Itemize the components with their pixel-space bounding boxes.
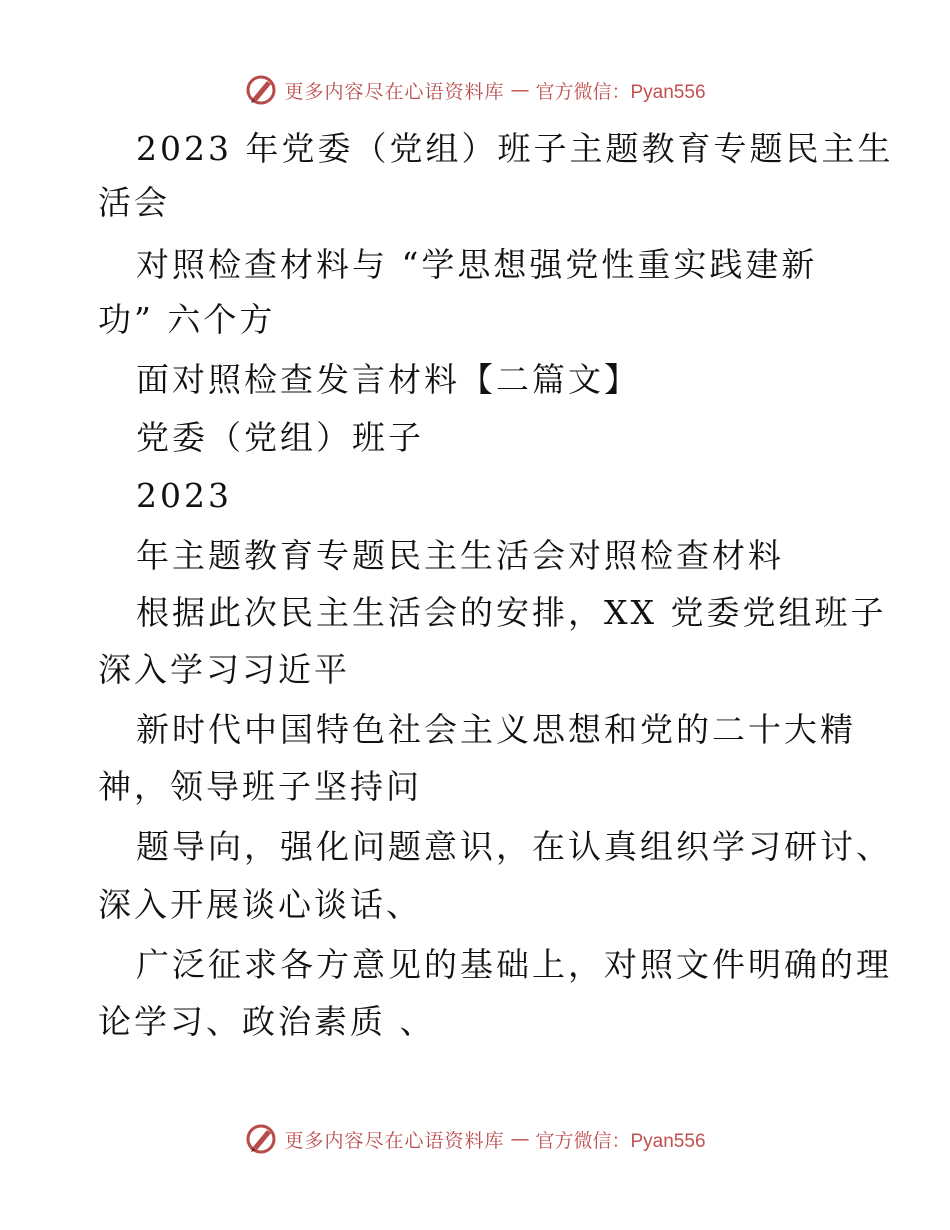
- body-line: 论学习、政治素质 、: [98, 1002, 436, 1041]
- body-line: 新时代中国特色社会主义思想和党的二十大精: [136, 710, 856, 749]
- banner-account: 官方微信：Pyan556: [535, 81, 706, 103]
- body-line: 活会: [98, 183, 170, 222]
- banner-separator: —: [510, 1128, 530, 1150]
- body-line: 根据此次民主生活会的安排，XX 党委党组班子: [136, 593, 887, 632]
- body-line: 广泛征求各方意见的基础上，对照文件明确的理: [136, 945, 892, 984]
- body-line: 党委（党组）班子: [136, 418, 424, 457]
- body-line: 题导向，强化问题意识，在认真组织学习研讨、: [136, 827, 892, 866]
- banner-separator: —: [510, 79, 530, 101]
- body-line: 2023: [136, 476, 232, 515]
- body-line: 神，领导班子坚持问: [98, 767, 422, 806]
- body-line: 深入学习习近平: [98, 650, 350, 689]
- body-line: 面对照检查发言材料【二篇文】: [136, 360, 640, 399]
- pen-logo-icon: [244, 1122, 278, 1156]
- banner-text: 更多内容尽在心语资料库: [284, 1129, 505, 1152]
- banner-text: 更多内容尽在心语资料库: [284, 80, 505, 103]
- body-line: 年主题教育专题民主生活会对照检查材料: [136, 536, 784, 575]
- body-line: 深入开展谈心谈话、: [98, 885, 422, 924]
- banner-account: 官方微信：Pyan556: [535, 1130, 706, 1152]
- body-line: 对照检查材料与 “学思想强党性重实践建新: [136, 245, 818, 284]
- body-line: 功” 六个方: [98, 300, 276, 339]
- body-line: 2023 年党委（党组）班子主题教育专题民主生: [136, 129, 894, 168]
- footer-banner: [0, 1119, 950, 1159]
- header-banner: [0, 70, 950, 110]
- pen-logo-icon: [244, 73, 278, 107]
